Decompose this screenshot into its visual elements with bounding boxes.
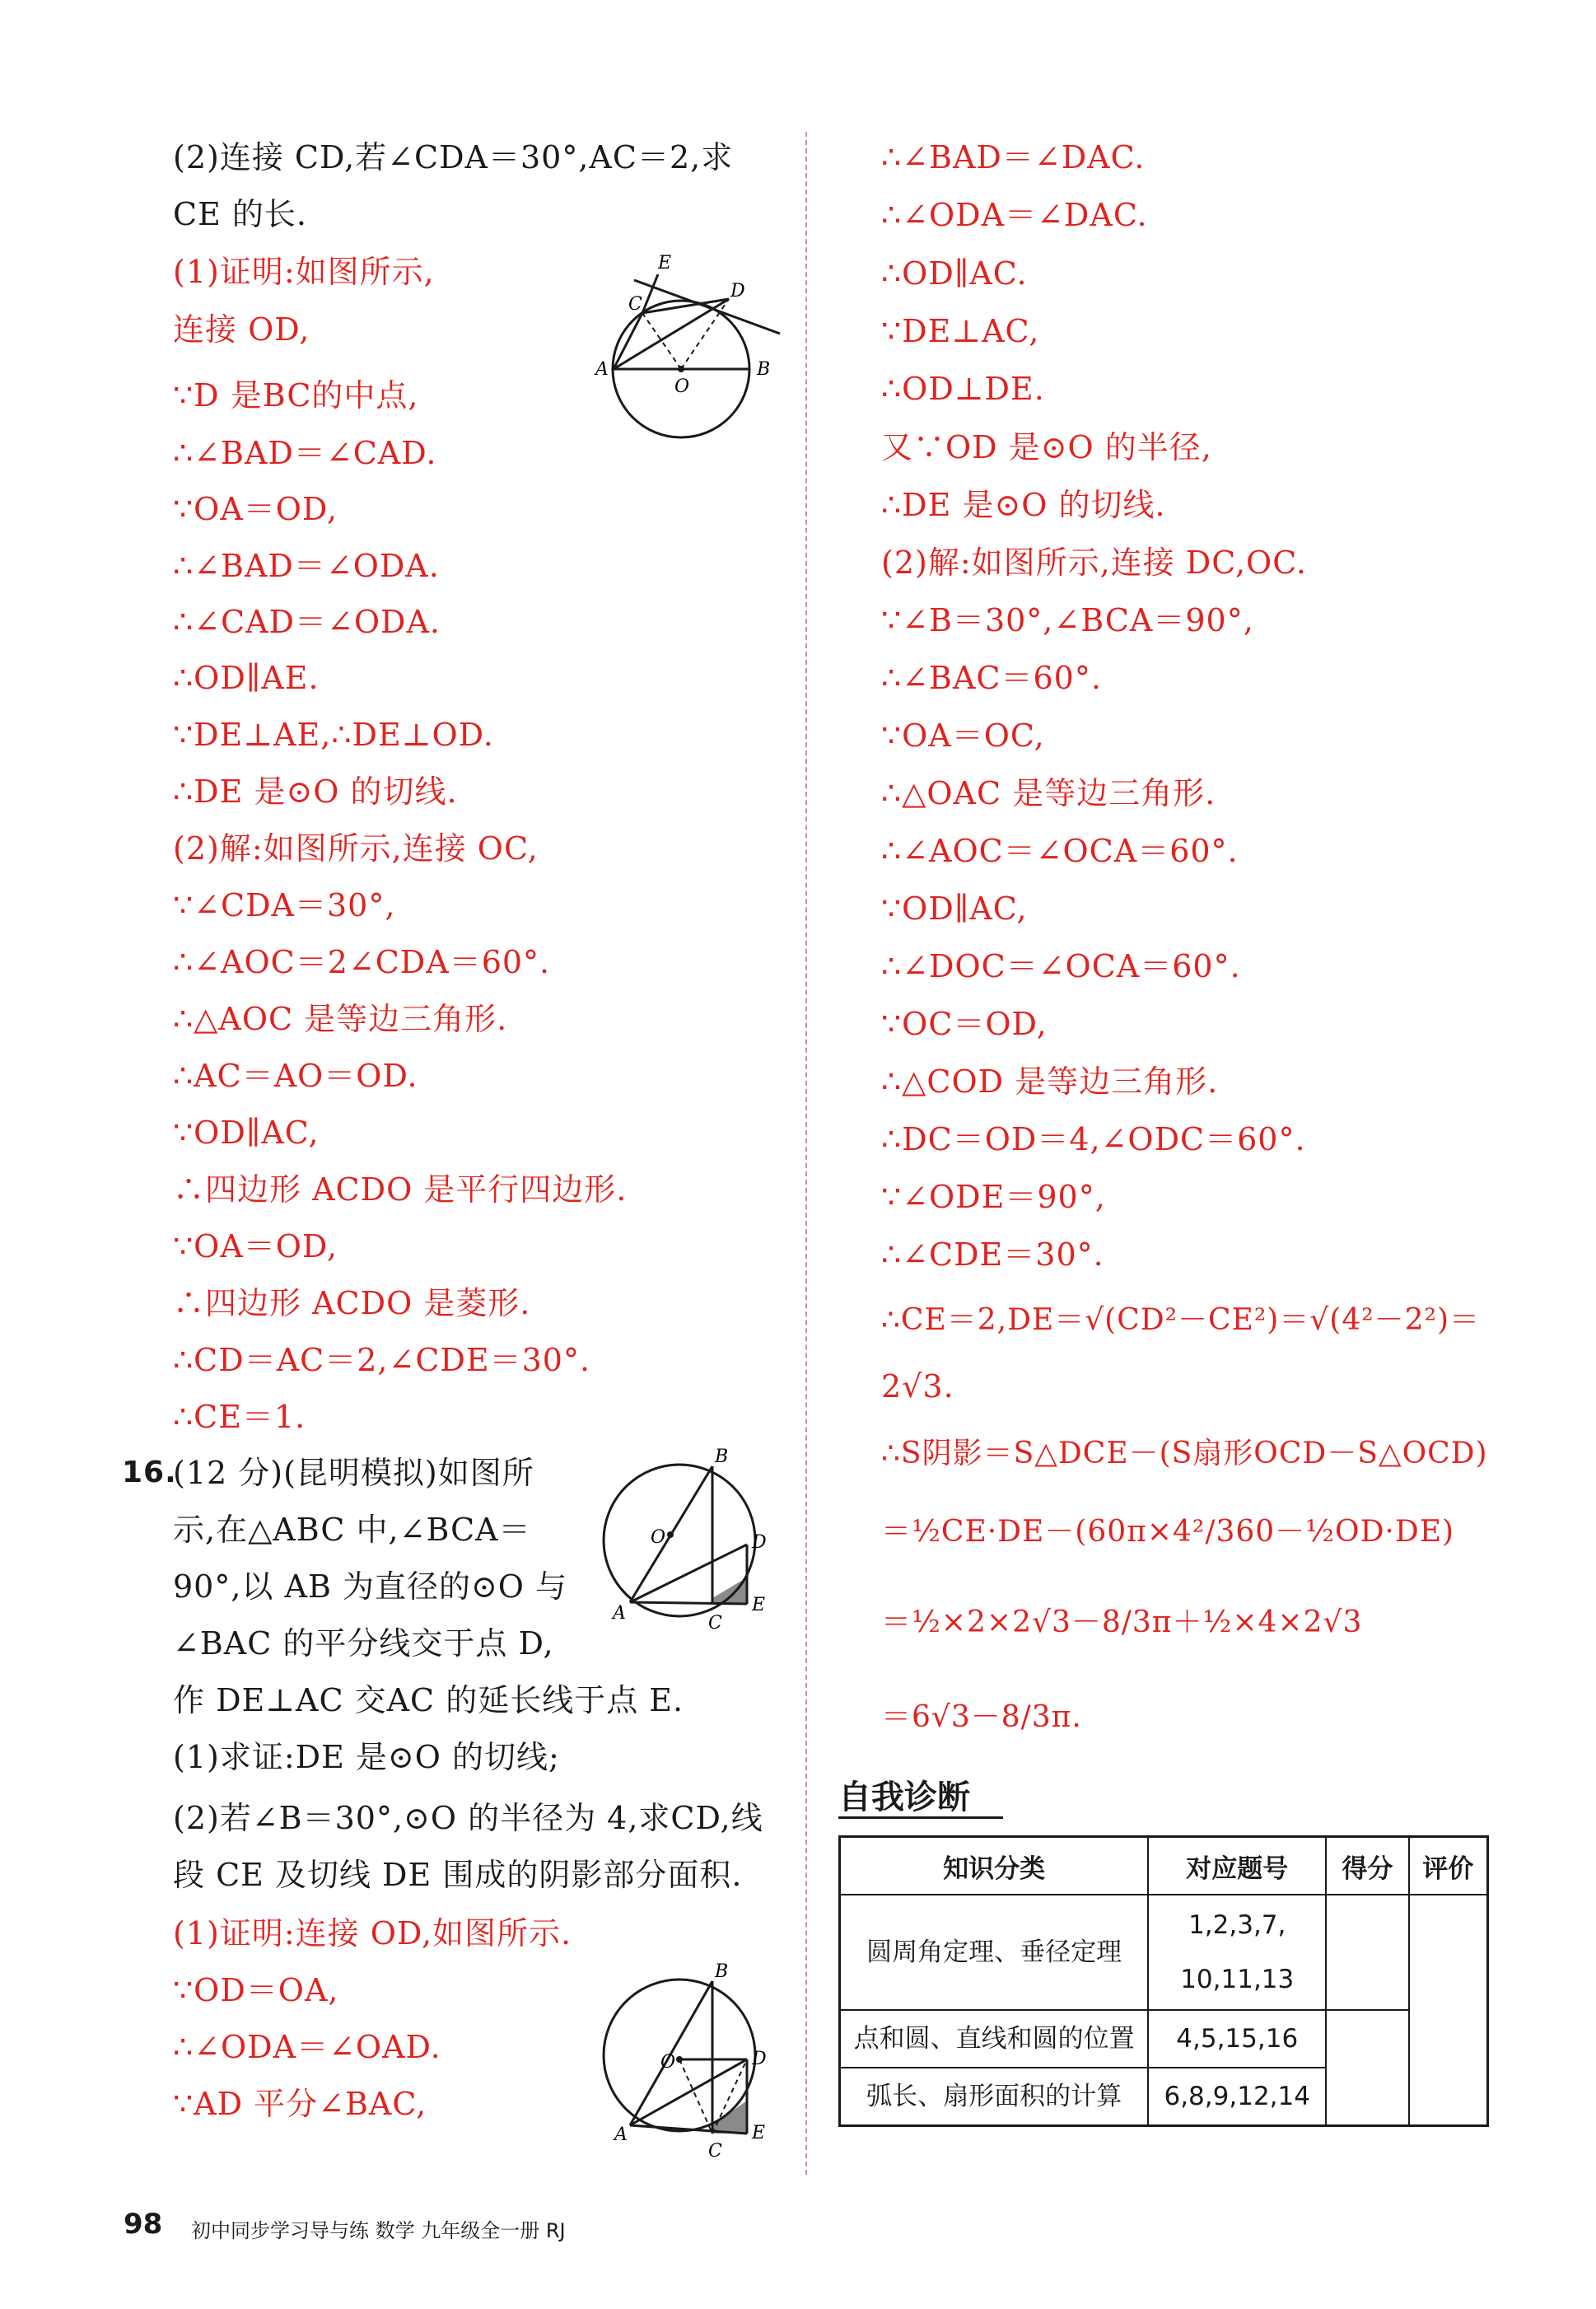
answer-line: ∴∠DOC＝∠OCA＝60°. [881,948,1241,984]
page-number: 98 [124,2208,163,2241]
answer-line: (1)证明:如图所示, [173,254,435,290]
answer-line: ∴CE＝2,DE＝√(CD²－CE²)＝√(4²－2²)＝ [881,1303,1481,1337]
answer-line: 连接 OD, [173,311,310,348]
label-A: A [613,1603,626,1624]
answer-line: ∴CE＝1. [173,1399,306,1435]
answer-line: ∴∠BAD＝∠CAD. [173,435,437,471]
answer-line: ∴∠ODA＝∠DAC. [881,197,1148,233]
label-B: B [715,1447,729,1467]
label-O: O [651,1527,666,1548]
answer-line: ＝½×2×2√3－8/3π＋½×4×2√3 [881,1606,1363,1639]
column-header: 得分 [1326,1837,1408,1895]
question-16-line: 作 DE⊥AC 交AC 的延长线于点 E. [173,1682,684,1718]
answer-line: (2)解:如图所示,连接 OC, [173,830,539,867]
score-cell[interactable] [1326,1895,1408,2010]
label-D: D [752,1532,767,1553]
answer-line: ∴OD∥AC. [881,255,1028,292]
question-15-part2-line1: (2)连接 CD,若∠CDA＝30°,AC＝2,求 [173,139,734,175]
answer-line: ∵DE⊥AC, [881,313,1040,349]
label-D: D [752,2049,767,2069]
label-A: A [595,359,609,380]
category-cell: 点和圆、直线和圆的位置 [840,2010,1149,2068]
label-A: A [614,2124,628,2145]
answer-line: ∵OD∥AC, [173,1115,320,1151]
answer-line: ∴DC＝OD＝4,∠ODC＝60°. [881,1121,1306,1157]
answer-line: (1)证明:连接 OD,如图所示. [173,1915,572,1951]
answer-line: ∴∠BAC＝60°. [881,660,1102,696]
question-16-line: 段 CE 及切线 DE 围成的阴影部分面积. [173,1857,743,1893]
table-row [840,2010,1488,2068]
answer-line: ∵AD 平分∠BAC, [173,2086,427,2122]
question-16-line: (1)求证:DE 是⊙O 的切线; [173,1739,560,1775]
label-O: O [674,376,690,397]
answer-line: ∴S阴影＝S△DCE－(S扇形OCD－S△OCD) [881,1437,1488,1470]
book-title: 初中同步学习导与练 数学 九年级全一册 RJ [191,2219,566,2242]
score-cell[interactable] [1326,2010,1408,2125]
column-header: 对应题号 [1148,1837,1326,1895]
answer-line: ∴∠CAD＝∠ODA. [173,604,441,640]
geometry-figure-3 [585,1961,791,2166]
answer-line: ∵OC＝OD, [881,1006,1048,1042]
answer-line: ∴∠ODA＝∠OAD. [173,2029,441,2065]
answer-line: ∴四边形 ACDO 是平行四边形. [173,1171,628,1208]
label-E: E [752,2123,766,2143]
answer-line: ∴AC＝AO＝OD. [173,1058,418,1094]
answer-line: ∴∠BAD＝∠ODA. [173,548,440,584]
question-16-line: ∠BAC 的平分线交于点 D, [173,1625,554,1662]
questions-cell: 1,2,3,7, 10,11,13 [1148,1895,1326,2010]
question-16-line: 90°,以 AB 为直径的⊙O 与 [173,1568,568,1605]
answer-line: ∴DE 是⊙O 的切线. [173,774,458,810]
label-D: D [730,281,745,301]
label-B: B [715,1961,729,1982]
category-cell: 圆周角定理、垂径定理 [840,1895,1149,2010]
label-C: C [708,2141,722,2162]
table-row [840,1895,1488,2010]
answer-line: ∵OA＝OD, [173,491,338,527]
answer-line: (2)解:如图所示,连接 DC,OC. [881,545,1308,581]
column-divider [805,132,807,2175]
answer-line: ∴△COD 是等边三角形. [881,1063,1219,1100]
table-header-row [840,1837,1488,1895]
self-diagnosis-title: 自我诊断 [838,1778,970,1816]
label-O: O [660,2052,676,2073]
answer-line: ∴∠AOC＝∠OCA＝60°. [881,833,1239,869]
column-header: 知识分类 [840,1837,1149,1895]
question-16-line: (2)若∠B＝30°,⊙O 的半径为 4,求CD,线 [173,1800,763,1836]
answer-line: ∵D 是BC的中点, [173,377,419,414]
answer-line: ∴CD＝AC＝2,∠CDE＝30°. [173,1342,591,1378]
evaluation-cell[interactable] [1409,1895,1488,2125]
answer-line: ＝½CE·DE－(60π×4²/360－½OD·DE) [881,1515,1455,1549]
answer-line: ∵∠B＝30°,∠BCA＝90°, [881,602,1254,638]
answer-line: ∵OD∥AC, [881,890,1028,927]
answer-line: ∴△AOC 是等边三角形. [173,1001,508,1037]
self-diagnosis-underline [838,1816,1003,1819]
answer-line: ∵DE⊥AE,∴DE⊥OD. [173,717,494,753]
answer-line: ∴四边形 ACDO 是菱形. [173,1285,531,1321]
column-header: 评价 [1409,1837,1488,1895]
category-cell: 弧长、扇形面积的计算 [840,2068,1149,2125]
answer-line: ∴∠CDE＝30°. [881,1236,1104,1273]
questions-cell: 6,8,9,12,14 [1148,2068,1326,2125]
question-16-line: 示,在△ABC 中,∠BCA＝ [173,1512,531,1548]
answer-line: ∴OD⊥DE. [881,371,1045,407]
questions-cell: 4,5,15,16 [1148,2010,1326,2068]
self-diagnosis-table [838,1835,1489,2127]
question-15-part2-line2: CE 的长. [173,196,307,232]
answer-line: ∴△OAC 是等边三角形. [881,775,1216,811]
geometry-figure-2 [585,1446,791,1652]
answer-line: ∴OD∥AE. [173,660,320,696]
answer-line: ∵OA＝OD, [173,1228,338,1264]
answer-line: ∵OD＝OA, [173,1972,339,2008]
label-C: C [708,1613,722,1634]
answer-line: 又∵OD 是⊙O 的半径, [881,429,1212,465]
question-16-line: (12 分)(昆明模拟)如图所 [173,1455,534,1491]
answer-line: ∵∠ODE＝90°, [881,1179,1106,1215]
answer-line: ∴∠AOC＝2∠CDA＝60°. [173,944,551,980]
question-16-number: 16. [122,1456,177,1489]
answer-line: ∵OA＝OC, [881,717,1045,754]
label-E: E [752,1595,766,1615]
answer-line: ＝6√3－8/3π. [881,1700,1082,1734]
geometry-figure-1 [589,247,786,445]
answer-line: ∴DE 是⊙O 的切线. [881,487,1166,523]
answer-line: ∴∠BAD＝∠DAC. [881,139,1146,175]
label-B: B [757,359,771,380]
label-C: C [628,294,642,315]
label-E: E [658,253,672,273]
answer-line: 2√3. [881,1368,954,1405]
answer-line: ∵∠CDA＝30°, [173,887,396,923]
